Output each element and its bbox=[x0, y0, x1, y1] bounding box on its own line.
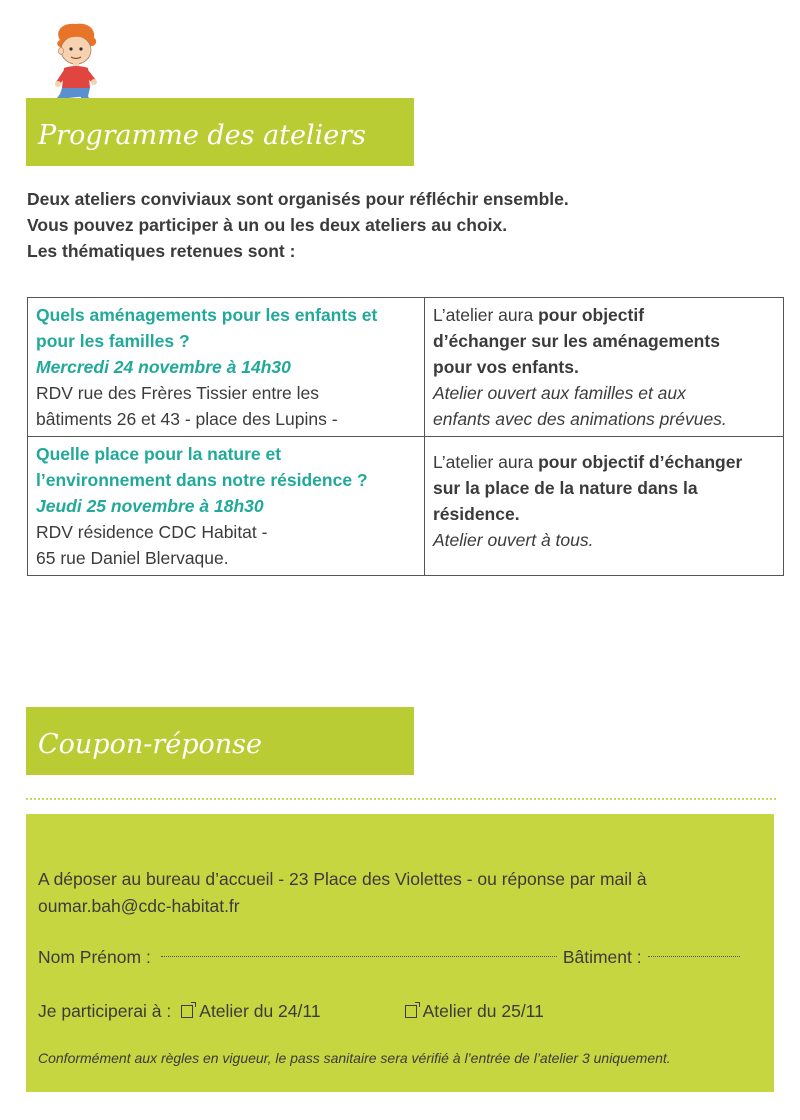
option1-label: Atelier du 24/11 bbox=[199, 1001, 321, 1021]
building-label: Bâtiment : bbox=[562, 947, 642, 967]
objective-text: sur la place de la nature dans la bbox=[433, 478, 698, 498]
workshop-place: 65 rue Daniel Blervaque. bbox=[36, 548, 229, 568]
workshop-row bbox=[28, 298, 784, 437]
participation-row bbox=[38, 1001, 544, 1022]
deposit-instructions bbox=[38, 866, 738, 920]
coupon-title: Coupon-réponse bbox=[38, 728, 263, 760]
workshop-place: RDV résidence CDC Habitat - bbox=[36, 522, 268, 542]
workshop-question: l’environnement dans notre résidence ? bbox=[36, 470, 368, 490]
workshop-audience: Atelier ouvert à tous. bbox=[433, 530, 594, 550]
programme-intro bbox=[27, 186, 569, 264]
option1-checkbox-icon[interactable] bbox=[181, 1005, 193, 1018]
intro-line: Vous pouvez participer à un ou les deux ateliers au choix. bbox=[27, 215, 508, 235]
name-field[interactable] bbox=[161, 956, 557, 957]
building-field[interactable] bbox=[648, 956, 740, 957]
workshop-place: bâtiments 26 et 43 - place des Lupins - bbox=[36, 409, 338, 429]
workshop-details bbox=[28, 298, 425, 437]
option2-checkbox-icon[interactable] bbox=[405, 1005, 417, 1018]
workshop-row bbox=[28, 437, 784, 576]
workshop-audience: enfants avec des animations prévues. bbox=[433, 409, 727, 429]
workshop-place: RDV rue des Frères Tissier entre les bbox=[36, 383, 320, 403]
intro-line: Deux ateliers conviviaux sont organisés pour réfléchir ensemble. bbox=[27, 189, 569, 209]
workshops-table bbox=[27, 297, 784, 576]
objective-text: résidence. bbox=[433, 504, 520, 524]
intro-line: Les thématiques retenues sont : bbox=[27, 241, 296, 261]
objective-text: pour vos enfants. bbox=[433, 357, 579, 377]
objective-text: pour objectif d’échanger bbox=[538, 452, 743, 472]
objective-prefix: L’atelier aura bbox=[433, 452, 539, 472]
participate-label: Je participerai à : bbox=[38, 1001, 172, 1021]
workshop-details bbox=[28, 437, 425, 576]
workshop-objective bbox=[425, 437, 784, 576]
workshop-date: Jeudi 25 novembre à 18h30 bbox=[36, 496, 264, 516]
programme-banner bbox=[26, 98, 414, 166]
workshop-objective bbox=[425, 298, 784, 437]
contact-email[interactable]: oumar.bah@cdc-habitat.fr bbox=[38, 896, 240, 916]
workshop-question: Quels aménagements pour les enfants et bbox=[36, 305, 378, 325]
objective-prefix: L’atelier aura bbox=[433, 305, 539, 325]
option2-label: Atelier du 25/11 bbox=[422, 1001, 544, 1021]
objective-text: d’échanger sur les aménagements bbox=[433, 331, 720, 351]
workshop-question: pour les familles ? bbox=[36, 331, 190, 351]
name-label: Nom Prénom : bbox=[38, 947, 151, 967]
objective-text: pour objectif bbox=[538, 305, 645, 325]
programme-title: Programme des ateliers bbox=[38, 119, 367, 151]
workshop-audience: Atelier ouvert aux familles et aux bbox=[433, 383, 686, 403]
cut-line-divider bbox=[26, 798, 776, 800]
workshop-question: Quelle place pour la nature et bbox=[36, 444, 282, 464]
deposit-text: A déposer au bureau d’accueil - 23 Place des Violettes - ou réponse par mail à bbox=[38, 869, 647, 889]
sanitary-pass-note: Conformément aux règles en vigueur, le pass sanitaire sera vérifié à l’entrée de l’atelier 3 uniquement. bbox=[38, 1050, 671, 1066]
workshop-date: Mercredi 24 novembre à 14h30 bbox=[36, 357, 291, 377]
name-building-row bbox=[38, 947, 740, 968]
coupon-form bbox=[26, 814, 774, 1092]
coupon-banner bbox=[26, 707, 414, 775]
